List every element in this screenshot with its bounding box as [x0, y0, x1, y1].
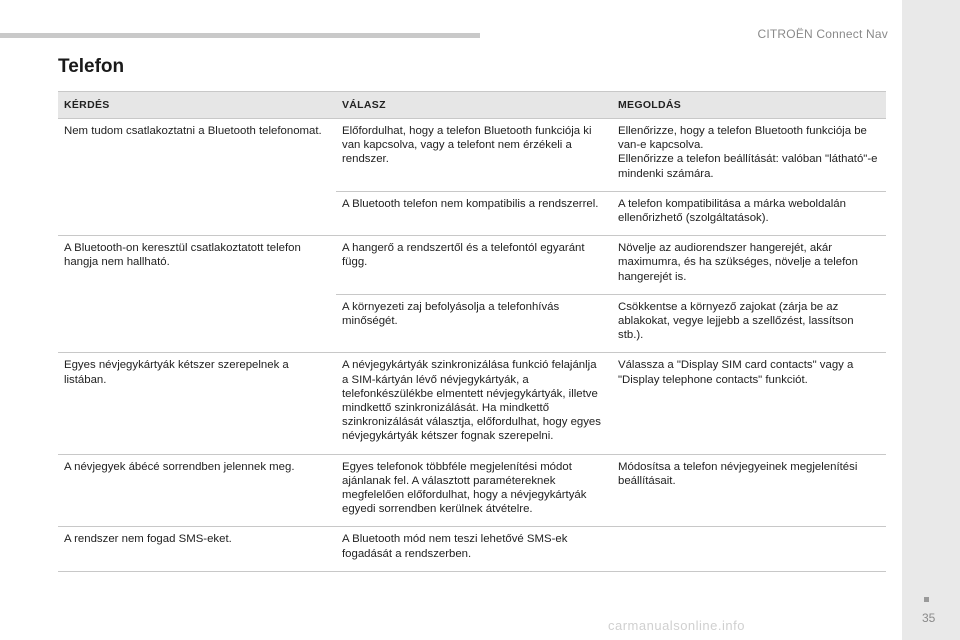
answer-cell: A Bluetooth telefon nem kompatibilis a rendszerrel. [336, 191, 612, 235]
header-rule [0, 33, 480, 38]
page-side-strip [902, 0, 960, 640]
solution-cell: Válassza a "Display SIM card contacts" vagy a "Display telephone contacts" funkciót. [612, 353, 886, 454]
solution-line: Ellenőrizze a telefon beállítását: valóban "látható"-e mindenki számára. [618, 153, 878, 180]
answer-cell: A környezeti zaj befolyásolja a telefonhívás minőségét. [336, 294, 612, 353]
solution-cell: Növelje az audiorendszer hangerejét, akár maximumra, és ha szükséges, növelje a telefon hangerejét is. [612, 236, 886, 295]
table-row [58, 454, 886, 527]
solution-cell: Csökkentse a környező zajokat (zárja be az ablakokat, vegye lejjebb a szellőzést, lassítson stb.). [612, 294, 886, 353]
answer-cell: Egyes telefonok többféle megjelenítési módot ajánlanak fel. A választott paramétereknek megfelelően előfordulhat, hogy a névjegykártyák egyedi sorrendben kerülnek átvételre. [336, 454, 612, 527]
header-product-name: CITROËN Connect Nav [757, 27, 888, 41]
solution-cell [612, 527, 886, 571]
bullet-marker-icon [924, 597, 929, 602]
header-solution: MEGOLDÁS [612, 92, 886, 119]
question-cell: A Bluetooth-on keresztül csatlakoztatott telefon hangja nem hallható. [58, 236, 336, 353]
table-row [58, 236, 886, 295]
table-row [58, 119, 886, 192]
table-row [58, 527, 886, 571]
question-cell: A rendszer nem fogad SMS-eket. [58, 527, 336, 571]
question-cell: A névjegyek ábécé sorrendben jelennek meg. [58, 454, 336, 527]
header-answer: VÁLASZ [336, 92, 612, 119]
question-cell: Egyes névjegykártyák kétszer szerepelnek a listában. [58, 353, 336, 454]
solution-cell: A telefon kompatibilitása a márka weboldalán ellenőrizhető (szolgáltatások). [612, 191, 886, 235]
troubleshooting-table [58, 91, 886, 572]
solution-line: Ellenőrizze, hogy a telefon Bluetooth funkciója be van-e kapcsolva. [618, 125, 867, 152]
table-row [58, 353, 886, 454]
page-title: Telefon [58, 56, 125, 77]
answer-cell: A névjegykártyák szinkronizálása funkció felajánlja a SIM-kártyán lévő névjegykártyák, a telefonkészülékbe elmentett névjegykártyák, illetve mindkettő szinkronizálását. Ha mindkettő szinkronizálását választja, előfordulhat, hogy egyes névjegykártyák kétszer fognak szerepelni. [336, 353, 612, 454]
header-question: KÉRDÉS [58, 92, 336, 119]
solution-cell [612, 119, 886, 192]
page-number: 35 [922, 611, 936, 625]
solution-cell: Módosítsa a telefon névjegyeinek megjelenítési beállításait. [612, 454, 886, 527]
table-header-row [58, 92, 886, 119]
question-cell: Nem tudom csatlakoztatni a Bluetooth telefonomat. [58, 119, 336, 236]
answer-cell: Előfordulhat, hogy a telefon Bluetooth funkciója ki van kapcsolva, vagy a telefont nem érzékeli a rendszer. [336, 119, 612, 192]
answer-cell: A Bluetooth mód nem teszi lehetővé SMS-ek fogadását a rendszerben. [336, 527, 612, 571]
answer-cell: A hangerő a rendszertől és a telefontól egyaránt függ. [336, 236, 612, 295]
watermark-text: carmanualsonline.info [608, 618, 745, 633]
